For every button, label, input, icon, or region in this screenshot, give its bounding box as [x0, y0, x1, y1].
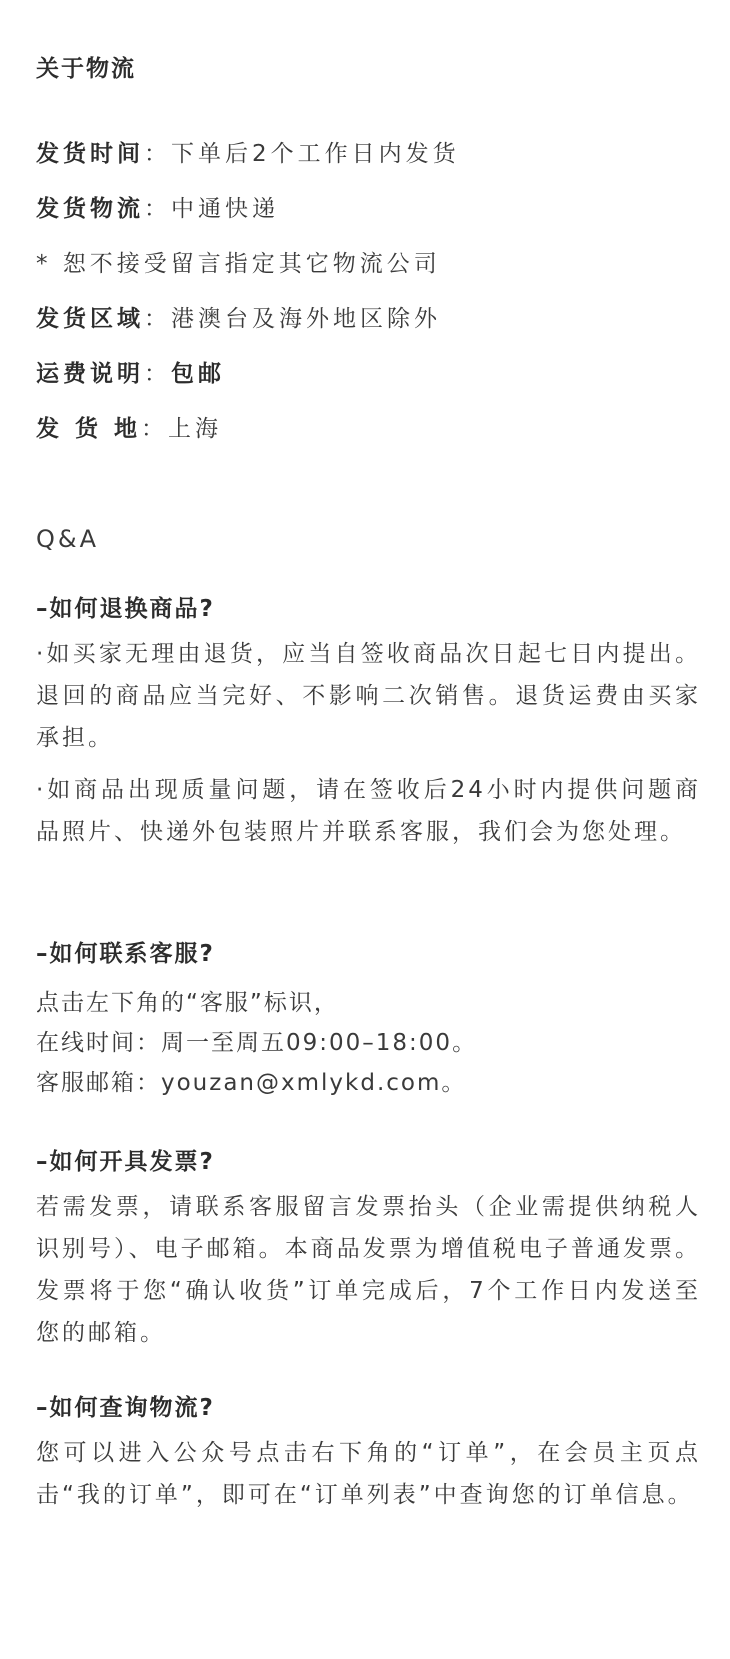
question-return: –如何退换商品?: [36, 596, 215, 622]
question-invoice: –如何开具发票?: [36, 1149, 215, 1175]
info-value: 包邮: [171, 361, 225, 387]
info-separator: ：: [141, 416, 169, 442]
qa-title: Q&A: [36, 525, 100, 553]
info-value: 上海: [168, 416, 223, 442]
info-value: 下单后2个工作日内发货: [171, 141, 460, 167]
info-row-region: [36, 300, 441, 333]
logistics-title: 关于物流: [36, 56, 136, 82]
info-row-origin: [36, 410, 222, 443]
info-label: 发货区域: [36, 306, 144, 332]
info-row-shipping-fee: [36, 355, 225, 388]
info-separator: ：: [144, 141, 171, 167]
question-tracking: –如何查询物流?: [36, 1395, 215, 1421]
info-separator: ：: [144, 361, 171, 387]
info-label: 运费说明: [36, 361, 144, 387]
info-separator: ：: [144, 306, 171, 332]
question-contact: –如何联系客服?: [36, 941, 215, 967]
info-label: 发货物流: [36, 196, 144, 222]
answer-return-paragraph: ·如买家无理由退货，应当自签收商品次日起七日内提出。退回的商品应当完好、不影响二次销售。退货运费由买家承担。: [36, 641, 701, 751]
info-row-carrier: [36, 190, 279, 223]
contact-line-email: 客服邮箱：youzan@xmlykd.com。: [36, 1070, 467, 1096]
info-value: 港澳台及海外地区除外: [171, 306, 441, 332]
info-label: 发 货 地: [36, 416, 142, 442]
answer-return-quality-paragraph: ·如商品出现质量问题，请在签收后24小时内提供问题商品照片、快递外包装照片并联系客服，我们会为您处理。: [36, 777, 701, 845]
info-row-ship-time: [36, 135, 460, 168]
contact-line-icon-hint: 点击左下角的“客服”标识，: [36, 990, 339, 1016]
info-label: 发货时间: [36, 141, 144, 167]
contact-line-hours: 在线时间：周一至周五09:00–18:00。: [36, 1030, 478, 1056]
answer-tracking-paragraph: 您可以进入公众号点击右下角的“订单”，在会员主页点击“我的订单”，即可在“订单列表”中查询您的订单信息。: [36, 1440, 701, 1508]
info-value: 中通快递: [171, 196, 279, 222]
answer-invoice-paragraph: 若需发票，请联系客服留言发票抬头（企业需提供纳税人识别号）、电子邮箱。本商品发票为增值税电子普通发票。发票将于您“确认收货”订单完成后，7个工作日内发送至您的邮箱。: [36, 1194, 701, 1346]
logistics-note: * 恕不接受留言指定其它物流公司: [36, 251, 441, 277]
info-separator: ：: [144, 196, 171, 222]
